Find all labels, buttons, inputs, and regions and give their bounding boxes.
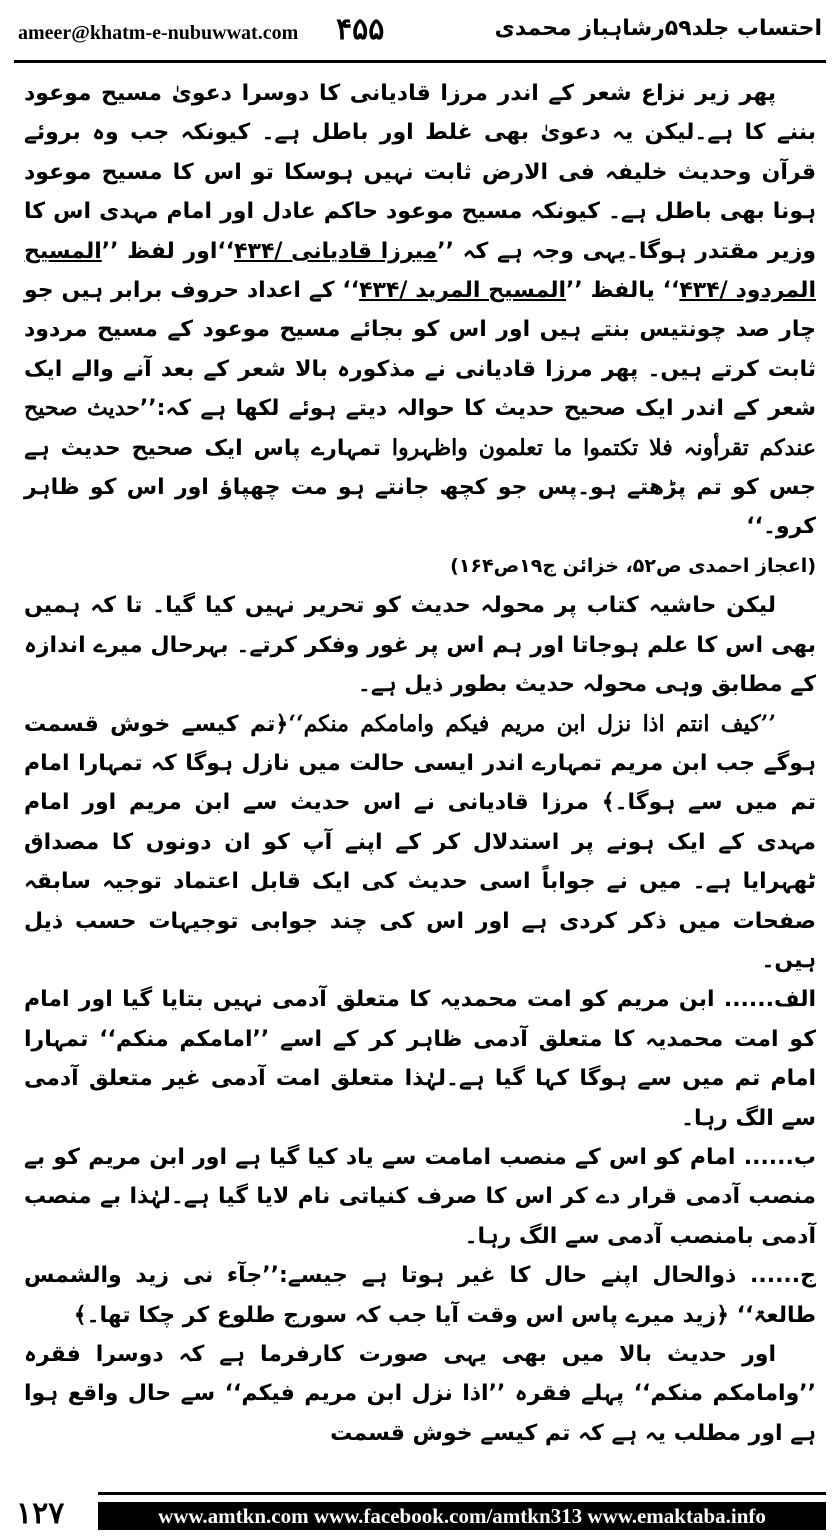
header-book-title: احتساب جلد۵۹رشاہباز محمدی [494, 16, 822, 41]
point-label: الف...... [723, 987, 816, 1013]
paragraph-2: لیکن حاشیہ کتاب پر محولہ حدیث کو تحریر نہیں کیا گیا۔ تا کہ ہمیں بھی اس کا علم ہوجاتا اور ہم اس پر غور وفکر کرتے۔ بہرحال میرے اندازہ کے مطابق وہی محولہ حدیث بطور ذیل ہے۔ [24, 593, 816, 698]
hadith-quote-1: حدیث صحیح عندکم تقرأونہ فلا تکتموا ما تعلمون واظہروا [24, 395, 816, 461]
point-label: ب...... [743, 1144, 816, 1170]
point-text: امام کو اس کے منصب امامت سے یاد کیا گیا ہے اور ابن مریم کو بے منصب آدمی قرار دے کر اس کا صرف کنیاتی نام لایا گیا ہے۔لہٰذا بے منصب آدمی بامنصب آدمی سے الگ رہا۔ [24, 1144, 816, 1249]
term-mirza-qadiani: میرزا قادیانی /۴۳۴ [234, 238, 438, 264]
point-bay [24, 1138, 816, 1256]
paragraph-3 [24, 705, 816, 981]
p1-text-a: پھر زیر نزاع شعر کے اندر مرزا قادیانی کا دوسرا دعویٰ مسیح موعود بننے کا ہے۔لیکن یہ دعویٰ بھی غلط اور باطل ہے۔ کیونکہ جب وہ بروئے قرآن وحدیث خلیفہ فی الارض ثابت نہیں ہوسکا تو اس کا مسیح موعود ہونا بھی باطل ہے۔ کیونکہ مسیح موعود حاکم عادل اور امام مہدی اس کا وزیر مقتدر ہوگا۔یہی وجہ ہے کہ ’’ [24, 81, 817, 264]
p1-text-c: ‘‘ یالفظ ’’ [566, 278, 680, 304]
header-email[interactable]: ameer@khatm-e-nubuwwat.com [18, 22, 299, 44]
p1-text-d: ‘‘ کے اعداد حروف برابر ہیں جو چار صد چونتیس بنتے ہیں اور اس کو بجائے مسیح موعود کے مسیح مردود ثابت کرتے ہیں۔ پھر مرزا قادیانی نے مذکورہ بالا شعر کے بعد آنے والے ایک شعر کے اندر ایک صحیح حدیث کا حوالہ دیتے ہوئے لکھا ہے کہ:’’ [24, 278, 816, 422]
term-masih-mureed: المسیح المرید /۴۳۴ [359, 278, 567, 304]
page-body [24, 74, 816, 1453]
paragraph-1 [24, 74, 816, 547]
point-text: ذوالحال اپنے حال کا غیر ہوتا ہے جیسے:’’جآء نی زید والشمس طالعۃ‘‘ ﴿زید میرے پاس اس وقت آیا جب کہ سورج طلوع کر چکا تھا۔﴾ [24, 1263, 816, 1328]
citation-reference: (اعجاز احمدی ص۵۲، خزائن ج۱۹ص۱۶۴) [450, 554, 816, 577]
header-page-number: ۴۵۵ [336, 12, 385, 47]
term-masih-mardood: المسیح المردود /۴۳۴ [24, 238, 816, 304]
p1-text-b: ‘‘اور لفظ ’’ [101, 238, 235, 264]
paragraph-4: اور حدیث بالا میں بھی یہی صورت کارفرما ہے کہ دوسرا فقرہ ’’وامامکم منکم‘‘ پہلے فقرہ ’’اذا نزل ابن مریم فیکم‘‘ سے حال واقع ہوا ہے اور مطلب یہ ہے کہ تم کیسے خوش قسمت [24, 1342, 816, 1446]
header-rule [14, 60, 826, 63]
page-footer [14, 1498, 826, 1534]
hadith-quote-2: ’’کیف انتم اذا نزل ابن مریم فیکم وامامکم منکم‘‘ [288, 710, 776, 737]
p3-text: ﴿تم کیسے خوش قسمت ہوگے جب ابن مریم تمہارے اندر ایسی حالت میں نازل ہوگا کہ تمہارا امام تم میں سے ہوگا۔﴾ مرزا قادیانی نے اس حدیث سے ابن مریم اور امام مہدی کے ایک ہونے پر استدلال کر کے اپنے آپ کو ان دونوں کا مصداق ٹھہرایا ہے۔ میں نے جواباً اسی حدیث کی ایک قابل اعتماد توجیہ سابقہ صفحات میں ذکر کردی ہے اور اس کی چند جوابی توجیہات حسب ذیل ہیں۔ [24, 711, 816, 973]
page-header [14, 8, 826, 56]
point-label: ج...... [750, 1263, 816, 1289]
point-jeem [24, 1256, 816, 1335]
footer-urls[interactable]: www.amtkn.com www.facebook.com/amtkn313 www.emaktaba.info [98, 1502, 826, 1530]
footer-rule [98, 1492, 826, 1495]
point-alif [24, 980, 816, 1138]
footer-page-number: ۱۲۷ [16, 1496, 65, 1531]
p1-text-e: تمہارے پاس ایک صحیح حدیث ہے جس کو تم پڑھتے ہو۔پس جو کچھ جانتے ہو مت چھپاؤ اور اس کو ظاہر کرو۔‘‘ [24, 435, 816, 540]
point-text: ابن مریم کو امت محمدیہ کا متعلق آدمی نہیں بتایا گیا اور امام کو امت محمدیہ کا متعلق آدمی ظاہر کر کے اسے ’’امامکم منکم‘‘ تمہارا امام تم میں سے ہوگا کہا گیا ہے۔لہٰذا متعلق امت آدمی غیر متعلق آدمی سے الگ رہا۔ [24, 987, 816, 1131]
